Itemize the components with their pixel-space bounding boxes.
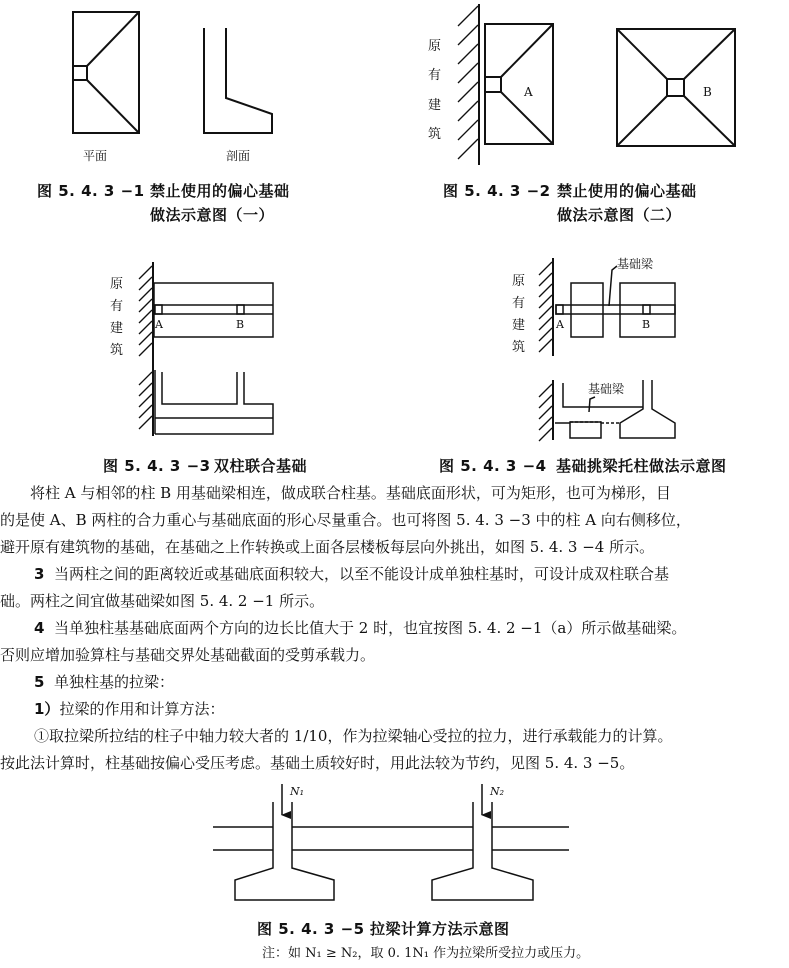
item-5 [0, 669, 789, 696]
figure-5-4-3-5 [213, 784, 569, 900]
figure-1-caption-number: 图 5. 4. 3 −1 [37, 182, 145, 200]
cantilever-plan [555, 256, 675, 337]
plan-label: 平面 [82, 149, 108, 163]
hatch-line [539, 328, 552, 341]
item-4-line-2: 否则应增加验算柱与基础交界处基础截面的受剪承载力。 [0, 646, 376, 664]
hatch-line [458, 63, 478, 83]
beam-label-bottom: 基础梁 [588, 382, 625, 396]
item-4-line-1 [0, 615, 789, 642]
label-a: A [155, 318, 163, 331]
hatch-line [539, 295, 552, 308]
item-3-text: 当两柱之间的距离较近或基础底面积较大，以至不能设计成单独柱基时，可设计成双柱联合基 [53, 565, 669, 583]
hatch-line [139, 405, 152, 418]
figure-3-caption-number: 图 5. 4. 3 −3 [103, 457, 211, 475]
hatch-line [139, 394, 152, 407]
hatch-line [139, 266, 152, 279]
figure-1-caption-line1: 禁止使用的偏心基础 [150, 182, 290, 200]
figure-4-caption-number: 图 5. 4. 3 −4 [439, 457, 547, 475]
hatch-line [139, 277, 152, 290]
hatch-line [458, 139, 478, 159]
item-3-line-1 [0, 561, 789, 588]
hatch-line [539, 417, 552, 430]
label-b: B [703, 85, 712, 99]
tie-beam [213, 827, 569, 850]
figure-2-caption-number: 图 5. 4. 3 −2 [443, 182, 551, 200]
hatch-line [539, 262, 552, 275]
load-label-n1: N₁ [290, 785, 305, 798]
subitem-1-text: 拉梁的作用和计算方法： [59, 700, 225, 718]
footing-2 [432, 784, 533, 900]
wall-label-2: 有 [512, 296, 526, 311]
figure-5-4-3-1 [73, 12, 272, 163]
plan-view [73, 12, 139, 133]
combined-footing-plan [154, 283, 273, 337]
wall-label-3: 建 [428, 98, 442, 113]
wall-label-4: 筑 [428, 127, 442, 142]
hatch-line [139, 343, 152, 356]
beam-label-top: 基础梁 [617, 257, 654, 271]
figure-5-note: 注：如 N₁ ≥ N₂，取 0. 1N₁ 作为拉梁所受拉力或压力。 [262, 946, 590, 961]
figure-5-caption-title: 拉梁计算方法示意图 [370, 920, 510, 938]
hatch-line [458, 120, 478, 140]
paragraph-1-line-1: 将柱 A 与相邻的柱 B 用基础梁相连，做成联合柱基。基础底面形状，可为矩形，也可为梯形，目 [30, 484, 671, 502]
hatch-line [539, 273, 552, 286]
wall-label-4: 筑 [512, 340, 526, 355]
wall-label-2: 有 [110, 299, 124, 314]
clause-1-line-1: ①取拉梁所拉结的柱子中轴力较大者的 1/10，作为拉梁轴心受拉的拉力，进行承载能力的计算。 [34, 727, 673, 745]
hatch-line [139, 299, 152, 312]
hatch-line [458, 101, 478, 121]
clause-1-line-2: 按此法计算时，柱基础按偏心受压考虑。基础土质较好时，用此法较为节约，见图 5. 4. 3 −5。 [0, 754, 635, 772]
hatch-line [539, 395, 552, 408]
hatch-line [539, 428, 552, 441]
wall-hatching [458, 6, 478, 159]
hatch-line [539, 339, 552, 352]
figure-5-4-3-4 [512, 256, 675, 441]
item-3-line-2: 础。两柱之间宜做基础梁如图 5. 4. 2 −1 所示。 [0, 592, 325, 610]
wall-label-3: 建 [512, 318, 526, 333]
load-label-n2: N₂ [490, 785, 505, 798]
figure-2-caption-line1: 禁止使用的偏心基础 [557, 182, 697, 200]
hatch-line [139, 383, 152, 396]
paragraph-1-line-3: 避开原有建筑物的基础，在基础之上作转换或上面各层楼板每层向外挑出，如图 5. 4. 3 −4 所示。 [0, 538, 655, 556]
item-4-number: 4 [34, 619, 45, 637]
figure-5-4-3-2 [428, 4, 735, 165]
hatch-line [458, 82, 478, 102]
cantilever-section [555, 380, 675, 438]
hatch-line [139, 321, 152, 334]
hatch-line [539, 284, 552, 297]
wall-label-4: 筑 [110, 343, 124, 358]
hatch-line [458, 6, 478, 26]
wall-label-1: 原 [110, 277, 124, 292]
hatch-line [458, 25, 478, 45]
hatch-line [139, 372, 152, 385]
hatch-line [139, 332, 152, 345]
label-b: B [642, 318, 651, 331]
wall-label-1: 原 [428, 39, 442, 54]
label-a: A [556, 318, 564, 331]
item-3-number: 3 [34, 565, 45, 583]
combined-footing-section [155, 370, 273, 434]
figure-4-caption-title: 基础挑梁托柱做法示意图 [556, 457, 727, 475]
figure-3-caption-title: 双柱联合基础 [214, 457, 308, 475]
item-5-number: 5 [34, 673, 45, 691]
figure-5-4-3-3 [110, 262, 273, 436]
wall-label-1: 原 [512, 274, 526, 289]
wall-hatching [139, 266, 152, 429]
figure-1-caption-line2: 做法示意图（一） [150, 206, 275, 224]
item-5-text: 单独柱基的拉梁： [53, 673, 174, 691]
subitem-1 [0, 696, 789, 723]
hatch-line [458, 44, 478, 64]
wall-label-3: 建 [110, 321, 124, 336]
hatch-line [139, 416, 152, 429]
paragraph-1-line-2: 的是使 A、B 两柱的合力重心与基础底面的形心尽量重合。也可将图 5. 4. 3 −3 中的柱 A 向右侧移位， [0, 511, 691, 529]
figure-2-caption-line2: 做法示意图（二） [557, 206, 682, 224]
wall-hatching [539, 262, 552, 441]
footing-1 [235, 784, 334, 900]
figure-5-caption-number: 图 5. 4. 3 −5 [257, 920, 365, 938]
subitem-1-number: 1） [34, 700, 60, 718]
hatch-line [139, 288, 152, 301]
footing-b [617, 29, 735, 146]
wall-label-2: 有 [428, 68, 442, 83]
hatch-line [539, 317, 552, 330]
hatch-line [139, 310, 152, 323]
hatch-line [539, 406, 552, 419]
label-a: A [524, 85, 533, 99]
item-4-text: 当单独柱基基础底面两个方向的边长比值大于 2 时，也宜按图 5. 4. 2 −1（a）所示做基础梁。 [53, 619, 687, 637]
hatch-line [539, 384, 552, 397]
footing-a [485, 24, 553, 144]
label-b: B [236, 318, 245, 331]
hatch-line [539, 306, 552, 319]
section-view [204, 28, 272, 133]
section-label: 剖面 [225, 149, 251, 163]
